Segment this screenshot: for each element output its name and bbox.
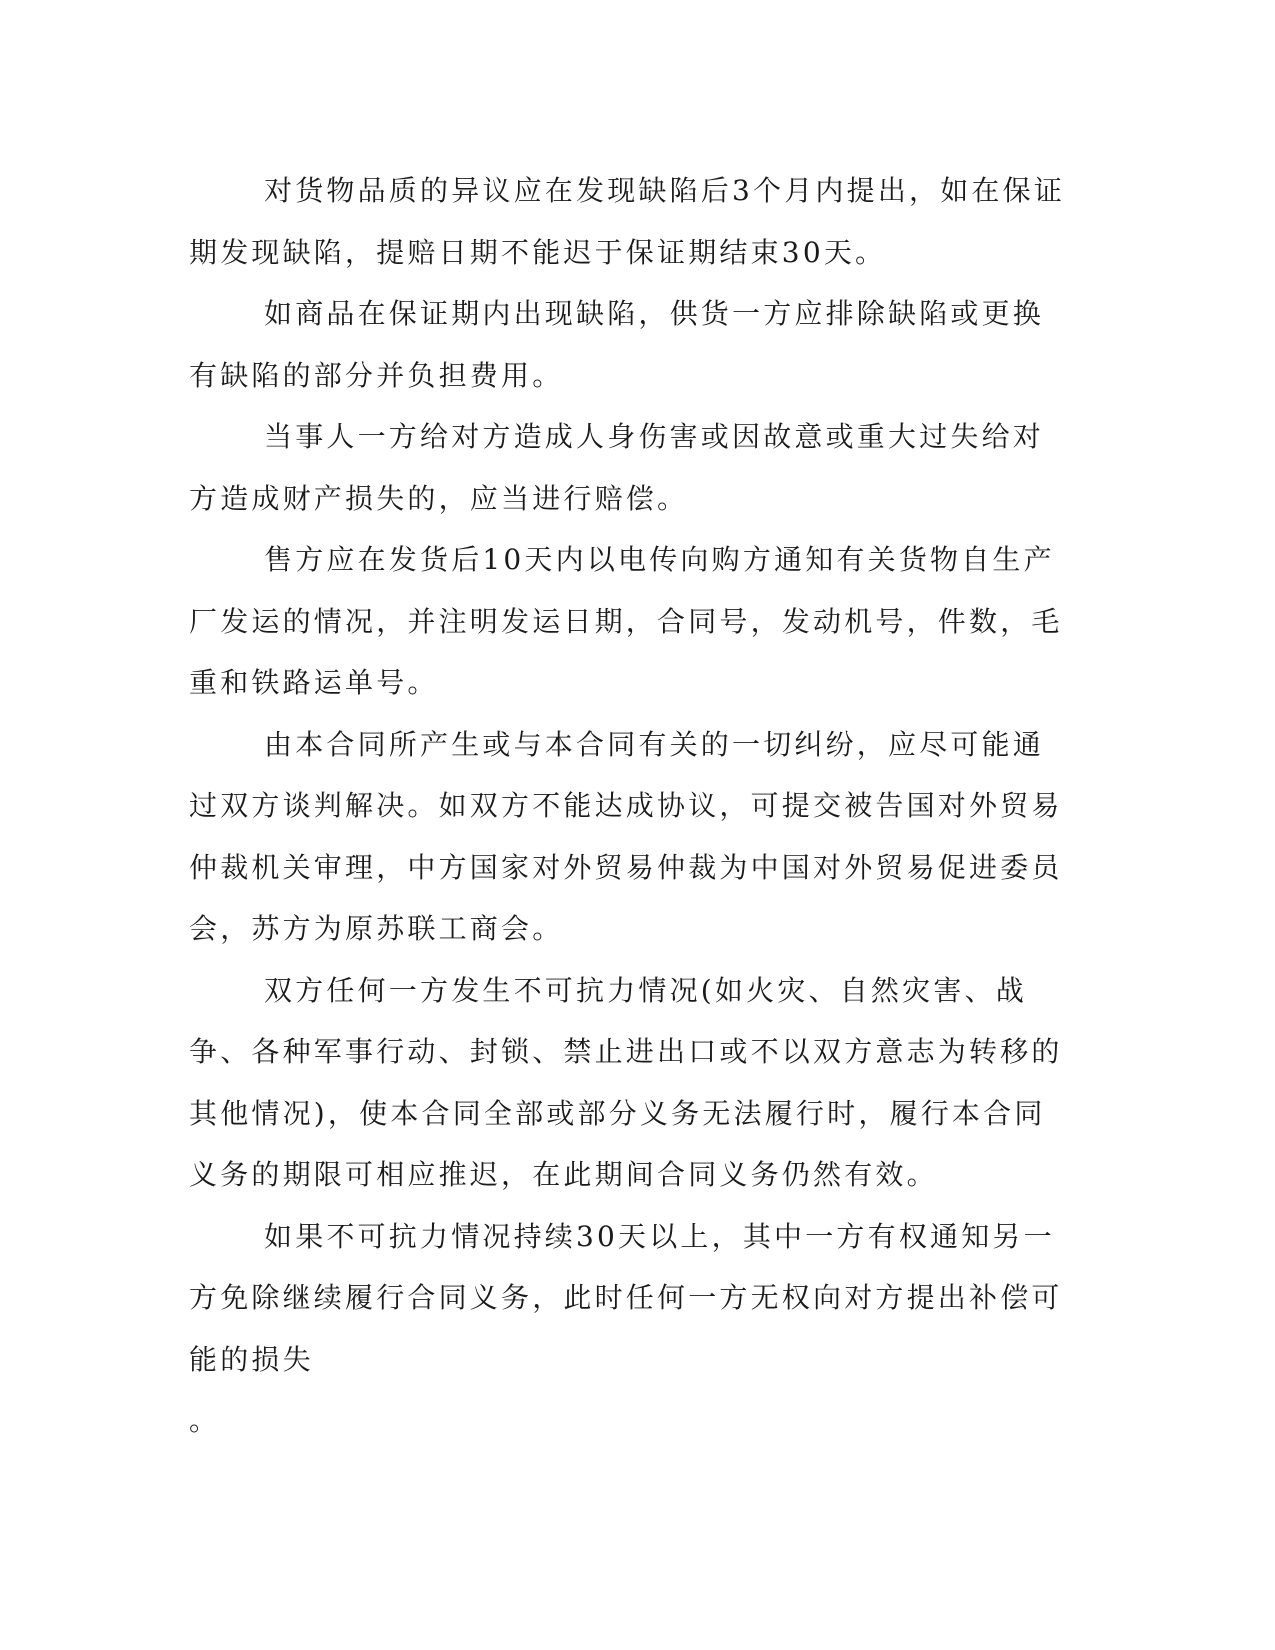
- document-body: [189, 160, 1074, 1452]
- paragraph-dispute-resolution: 由本合同所产生或与本合同有关的一切纠纷，应尽可能通过双方谈判解决。如双方不能达成协议，可提交被告国对外贸易仲裁机关审理，中方国家对外贸易仲裁为中国对外贸易促进委员会，苏方为原苏联工商会。: [189, 727, 1063, 945]
- paragraph-shipping-notice: 售方应在发货后10天内以电传向购方通知有关货物自生产厂发运的情况，并注明发运日期，合同号，发动机号，件数，毛重和铁路运单号。: [189, 543, 1063, 699]
- paragraph-force-majeure: 双方任何一方发生不可抗力情况(如火灾、自然灾害、战争、各种军事行动、封锁、禁止进出口或不以双方意志为转移的其他情况)，使本合同全部或部分义务无法履行时，履行本合同义务的期限可相应推迟，在此期间合同义务仍然有效。: [189, 973, 1063, 1191]
- trailing-period: 。: [189, 1404, 221, 1437]
- paragraph-warranty-defect: 如商品在保证期内出现缺陷，供货一方应排除缺陷或更换有缺陷的部分并负担费用。: [189, 297, 1045, 392]
- paragraph-quality-objection: 对货物品质的异议应在发现缺陷后3个月内提出，如在保证期发现缺陷，提赔日期不能迟于保证期结束30天。: [189, 174, 1066, 269]
- paragraph-force-majeure-duration: 如果不可抗力情况持续30天以上，其中一方有权通知另一方免除继续履行合同义务，此时任何一方无权向对方提出补偿可能的损失: [189, 1219, 1063, 1376]
- paragraph-damage-compensation: 当事人一方给对方造成人身伤害或因故意或重大过失给对方造成财产损失的，应当进行赔偿。: [189, 420, 1045, 515]
